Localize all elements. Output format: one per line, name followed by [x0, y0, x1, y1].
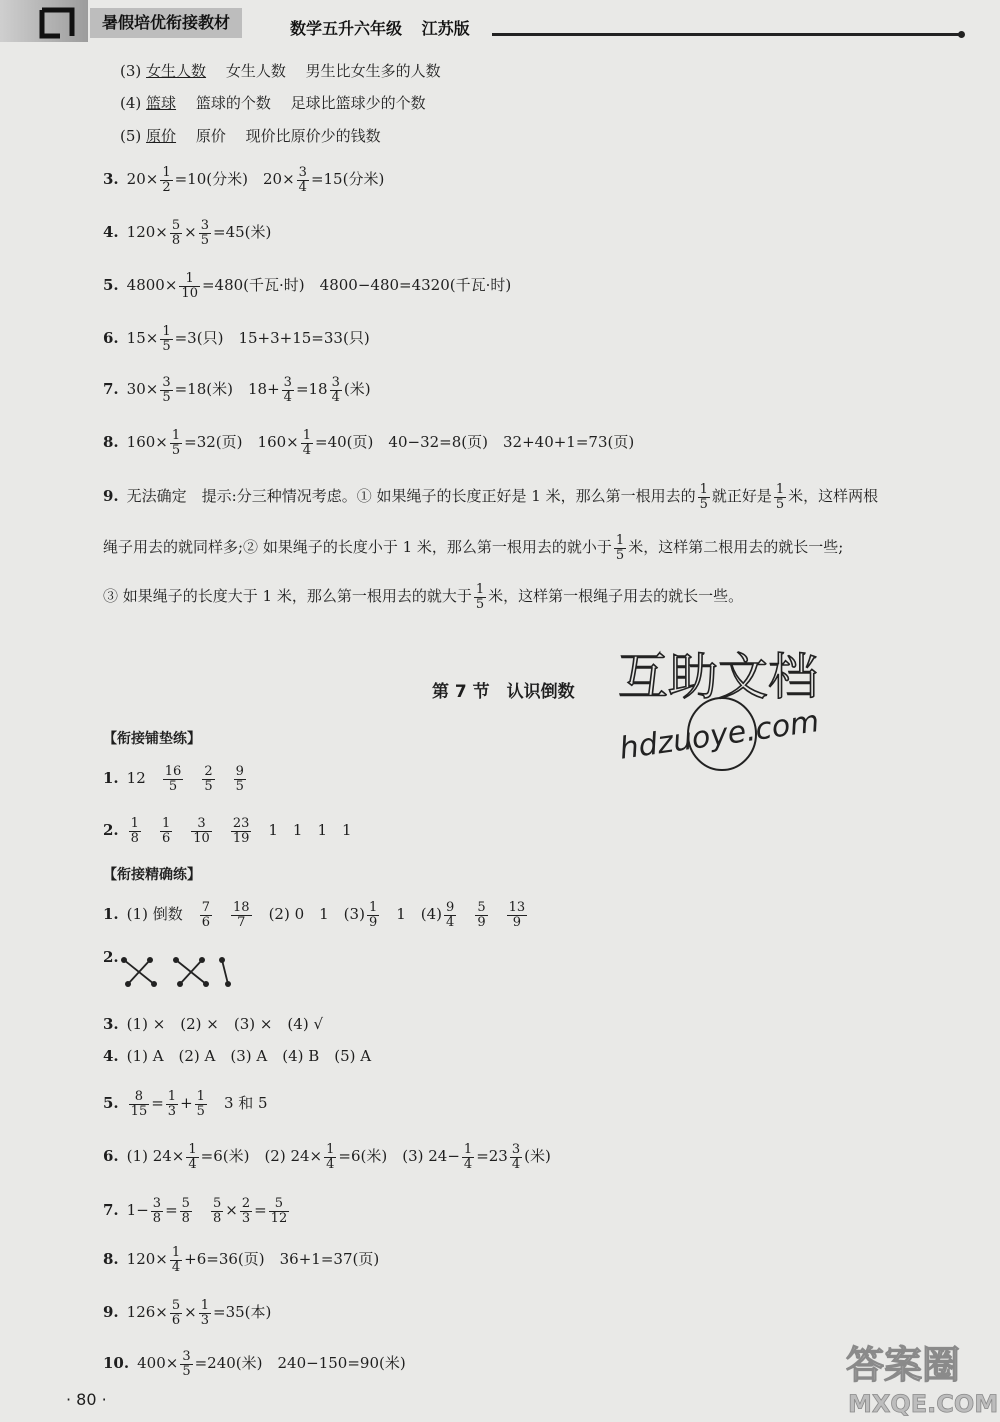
question-9-line-2: 绳子用去的就同样多;② 如果绳子的长度小于 1 米，那么第一根用去的就小于 $\frac{1}{5}$ 米，这样第二根用去的就长一些;	[103, 533, 844, 563]
answer-item-3: (3) 女生人数 女生人数 男生比女生多的人数	[120, 62, 441, 80]
handwritten-watermark	[612, 634, 842, 774]
book-edition: 江苏版	[421, 19, 470, 38]
practice-question-6: 6. (1) 24× $\frac{1}{4}$ =6(米) (2) 24× $\frac{1}{4}$ =6(米) (3) 24− $\frac{1}{4}$ =23 $\frac{3}{4}$ (米)	[103, 1142, 551, 1172]
header-bracket-icon	[38, 6, 78, 40]
corner-watermark-logo	[838, 1326, 998, 1422]
question-3: 3. 20× $\frac{1}{2}$ =10(分米) 20× $\frac{3}{4}$ =15(分米)	[103, 165, 385, 195]
practice-question-2: 2.	[103, 948, 119, 966]
page-number: · 80 ·	[66, 1390, 107, 1409]
question-8: 8. 160× $\frac{1}{5}$ =32(页) 160× $\frac{1}{4}$ =40(页) 40−32=8(页) 32+40+1=73(页)	[103, 428, 635, 458]
practice-question-10: 10. 400× $\frac{3}{5}$ =240(米) 240−150=90(米)	[103, 1349, 406, 1379]
section-label-prep: 【衔接铺垫练】	[103, 731, 201, 747]
practice-question-7: 7. 1− $\frac{3}{8}$ = $\frac{5}{8}$ $\frac{5}{8}$ × $\frac{2}{3}$ = $\frac{5}{12}$	[103, 1196, 288, 1226]
section-title: 第 7 节 认识倒数	[432, 682, 575, 702]
practice-question-1: 1. (1) 倒数 $\frac{7}{6}$ $\frac{18}{7}$ (2) 0 1 (3) $\frac{1}{9}$ 1 (4) $\frac{9}{4}$ $\frac{5}{9}$ $\frac{13}{9}$	[103, 900, 526, 930]
question-5: 5. 4800× $\frac{1}{10}$ =480(千瓦·时) 4800−480=4320(千瓦·时)	[103, 271, 512, 301]
corner-watermark-text-1: 答案圈	[846, 1343, 961, 1387]
watermark-text-2: hdzuoye.com	[617, 704, 822, 767]
question-4: 4. 120× $\frac{5}{8}$ × $\frac{3}{5}$ =45(米)	[103, 218, 272, 248]
header-rule	[492, 33, 962, 36]
book-subject: 数学五升六年级	[290, 19, 403, 38]
matching-lines-diagram	[118, 952, 238, 992]
section-label-precise: 【衔接精确练】	[103, 867, 201, 883]
practice-question-3: 3. (1) × (2) × (3) × (4) √	[103, 1015, 323, 1033]
page-header	[0, 0, 1000, 46]
answer-item-5: (5) 原价 原价 现价比原价少的钱数	[120, 127, 381, 145]
question-9-line-1: 9. 无法确定 提示:分三种情况考虑。① 如果绳子的长度正好是 1 米，那么第一根用去的 $\frac{1}{5}$ 就正好是 $\frac{1}{5}$ 米，这样两根	[103, 482, 879, 512]
answer-item-4: (4) 篮球 篮球的个数 足球比篮球少的个数	[120, 94, 426, 112]
corner-watermark-text-2: MXQE.COM	[848, 1390, 998, 1418]
prep-question-2: 2. $\frac{1}{8}$ $\frac{1}{6}$ $\frac{3}{10}$ $\frac{23}{19}$ 1 1 1 1	[103, 816, 352, 846]
watermark-text-1: 互助文档	[618, 648, 818, 706]
book-subtitle	[290, 16, 484, 39]
question-6: 6. 15× $\frac{1}{5}$ =3(只) 15+3+15=33(只)	[103, 324, 370, 354]
book-title: 暑假培优衔接教材	[90, 8, 242, 38]
question-9-line-3: ③ 如果绳子的长度大于 1 米，那么第一根用去的就大于 $\frac{1}{5}$ 米，这样第一根绳子用去的就长一些。	[103, 582, 744, 612]
practice-question-8: 8. 120× $\frac{1}{4}$ +6=36(页) 36+1=37(页)	[103, 1245, 380, 1275]
prep-question-1: 1. 12 $\frac{16}{5}$ $\frac{2}{5}$ $\frac{9}{5}$	[103, 764, 244, 794]
practice-question-5: 5. $\frac{8}{15}$ = $\frac{1}{3}$ + $\frac{1}{5}$ 3 和 5	[103, 1089, 268, 1119]
practice-question-4: 4. (1) A (2) A (3) A (4) B (5) A	[103, 1047, 372, 1065]
practice-question-9: 9. 126× $\frac{5}{6}$ × $\frac{1}{3}$ =35(本)	[103, 1298, 272, 1328]
header-rule-dot	[958, 31, 965, 38]
question-7: 7. 30× $\frac{3}{5}$ =18(米) 18+ $\frac{3}{4}$ =18 $\frac{3}{4}$ (米)	[103, 375, 371, 405]
